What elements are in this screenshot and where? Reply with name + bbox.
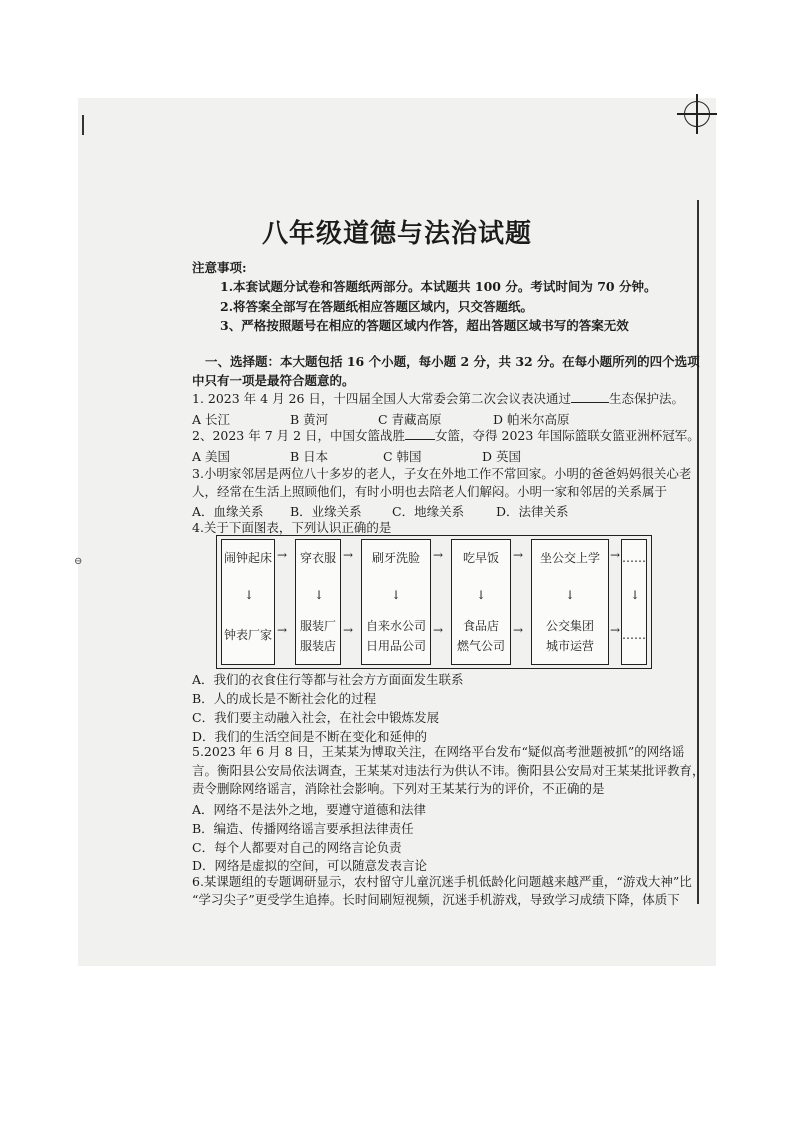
q5-option-d: D．网络是虚拟的空间，可以随意发表言论 (192, 858, 428, 873)
q5-option-c: C．每个人都要对自己的网络言论负责 (192, 840, 402, 855)
arrow-right-icon: → (433, 548, 444, 562)
arrow-down-icon: ↓ (630, 588, 641, 602)
flow-source: 自来水公司 (365, 619, 426, 633)
note-item: 3、严格按照题号在相应的答题区域内作答，超出答题区域书写的答案无效 (220, 318, 629, 333)
q2-option-b: B 日本 (290, 449, 329, 464)
question-1-stem: 1. 2023 年 4 月 26 日，十四届全国人大常委会第二次会议表决通过 生态保护法。 (192, 391, 684, 406)
arrow-right-icon: → (610, 623, 621, 637)
q1-option-c: C 青藏高原 (378, 412, 442, 427)
section-heading: 一、选择题：本大题包括 16 个小题，每小题 2 分，共 32 分。在每小题所列的四个选项 (205, 354, 700, 369)
q1-option-a: A 长江 (192, 412, 231, 427)
q2-option-d: D 英国 (482, 449, 521, 464)
q5-option-b: B．编造、传播网络谣言要承担法律责任 (192, 821, 414, 836)
binding-hole-icon: ⊖ (74, 556, 83, 567)
q4-option-d: D．我们的生活空间是不断在变化和延伸的 (192, 729, 428, 744)
q3-option-b: B．业缘关系 (290, 504, 362, 519)
flow-step: 穿衣服 (299, 551, 336, 565)
arrow-right-icon: → (513, 548, 524, 562)
arrow-right-icon: → (343, 548, 354, 562)
flow-step: …… (622, 551, 646, 565)
answer-blank (571, 391, 609, 403)
q1-option-d: D 帕米尔高原 (493, 412, 570, 427)
q5-option-a: A．网络不是法外之地，要遵守道德和法律 (192, 802, 427, 817)
flow-column (451, 539, 511, 665)
binding-line (697, 200, 699, 904)
question-4-stem: 4.关于下面图表，下列认识正确的是 (192, 520, 392, 535)
q3-option-d: D．法律关系 (496, 504, 569, 519)
arrow-right-icon: → (433, 623, 444, 637)
flow-source: 燃气公司 (456, 639, 505, 653)
arrow-down-icon: ↓ (476, 588, 487, 602)
flow-step: 吃早饭 (462, 551, 499, 565)
flow-source: …… (622, 628, 646, 642)
flow-source: 服装店 (299, 639, 336, 653)
arrow-down-icon: ↓ (391, 588, 402, 602)
question-5-line2: 言。衡阳县公安局依法调查，王某某对违法行为供认不讳。衡阳县公安局对王某某批评教育， (192, 763, 705, 778)
note-item: 1.本套试题分试卷和答题纸两部分。本试题共 100 分。考试时间为 70 分钟。 (220, 279, 657, 294)
arrow-right-icon: → (277, 548, 288, 562)
question-3-line1: 3.小明家邻居是两位八十多岁的老人，子女在外地工作不常回家。小明的爸爸妈妈很关心老 (192, 466, 692, 481)
question-5-line1: 5.2023 年 6 月 8 日，王某某为博取关注，在网络平台发布“疑似高考泄题被抓”的网络谣 (192, 744, 685, 759)
q1-option-b: B 黄河 (290, 412, 329, 427)
q4-option-c: C．我们要主动融入社会，在社会中锻炼发展 (192, 710, 440, 725)
flow-source: 日用品公司 (365, 639, 426, 653)
arrow-down-icon: ↓ (314, 588, 325, 602)
flow-step: 坐公交上学 (539, 551, 600, 565)
registration-mark-icon (684, 101, 710, 127)
flow-step: 闹钟起床 (223, 551, 272, 565)
flow-column (531, 539, 609, 665)
q4-option-b: B．人的成长是不断社会化的过程 (192, 691, 377, 706)
flow-step: 刷牙洗脸 (371, 551, 420, 565)
arrow-right-icon: → (277, 623, 288, 637)
q2-option-c: C 韩国 (383, 449, 422, 464)
flow-column (361, 539, 431, 665)
arrow-down-icon: ↓ (565, 588, 576, 602)
question-2-stem: 2、2023 年 7 月 2 日，中国女篮战胜 女篮，夺得 2023 年国际篮联女篮亚洲杯冠军。 (192, 428, 700, 443)
note-item: 2.将答案全部写在答题纸相应答题区域内，只交答题纸。 (220, 299, 534, 314)
flow-column (221, 539, 275, 665)
arrow-right-icon: → (610, 548, 621, 562)
section-heading-cont: 中只有一项是最符合题意的。 (192, 373, 355, 388)
answer-blank (405, 428, 435, 440)
q3-option-c: C．地缘关系 (392, 504, 465, 519)
question-6-line1: 6.某课题组的专题调研显示，农村留守儿童沉迷手机低龄化问题越来越严重，“游戏大神”比 (192, 874, 692, 889)
q2-option-a: A 美国 (192, 449, 231, 464)
flow-column (295, 539, 341, 665)
page-title: 八年级道德与法治试题 (261, 219, 532, 249)
flow-source: 城市运营 (545, 639, 594, 653)
flow-source: 公交集团 (545, 619, 594, 633)
flow-chart (216, 535, 652, 669)
arrow-right-icon: → (343, 623, 354, 637)
question-5-line3: 责令删除网络谣言，消除社会影响。下列对王某某行为的评价，不正确的是 (192, 781, 605, 796)
flow-source: 服装厂 (299, 619, 336, 633)
question-3-line2: 人，经常在生活上照顾他们，有时小明也去陪老人们解闷。小明一家和邻居的关系属于 (192, 484, 668, 499)
flow-source: 食品店 (462, 619, 499, 633)
notes-heading: 注意事项: (192, 260, 247, 275)
flow-source: 钟表厂家 (223, 628, 272, 642)
arrow-down-icon: ↓ (244, 588, 255, 602)
flow-column (621, 539, 647, 665)
question-6-line2: “学习尖子”更受学生追捧。长时间刷短视频，沉迷手机游戏，导致学习成绩下降，体质下 (192, 892, 680, 907)
q4-option-a: A．我们的衣食住行等都与社会方方面面发生联系 (192, 672, 464, 687)
margin-tick (82, 115, 84, 135)
q3-option-a: A．血缘关系 (192, 504, 264, 519)
arrow-right-icon: → (513, 623, 524, 637)
